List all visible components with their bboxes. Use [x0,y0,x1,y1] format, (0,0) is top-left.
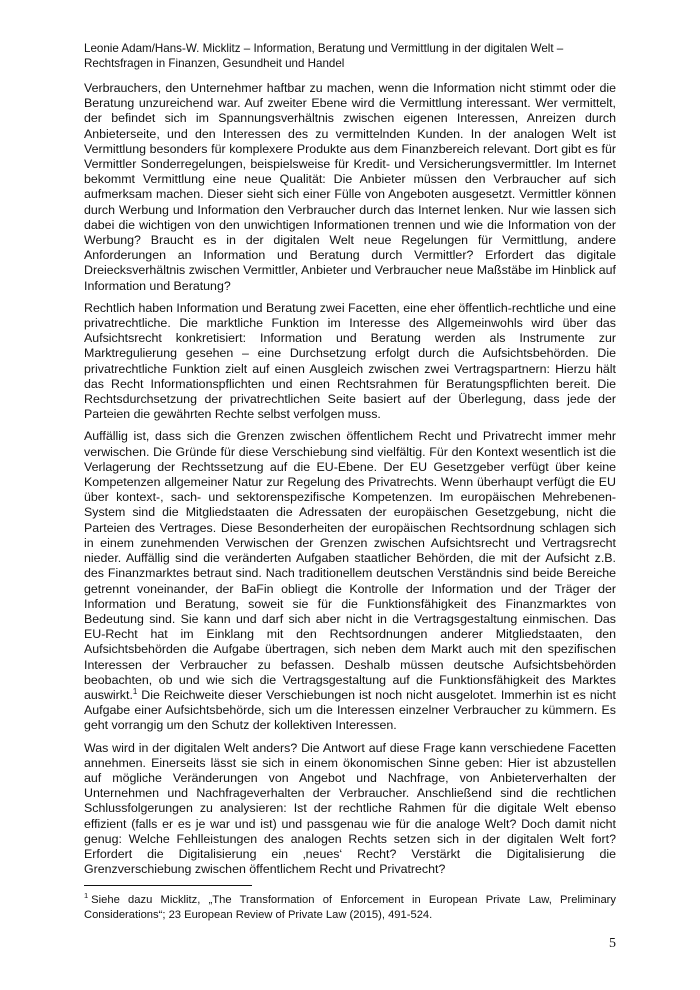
paragraph-3-text-a: Auffällig ist, dass sich die Grenzen zwischen öffentlichem Recht und Privatrecht immer mehr verwischen. Die Gründe für diese Verschiebung sind vielfältig. Für den Kontext wesentlich ist die Verlagerung der Rechtssetzung auf die EU-Ebene. Der EU Gesetzgeber verfügt über keine Kompetenzen allgemeiner Natur zur Regelung des Privatrechts. Wenn überhaupt verfügt die EU über kontext-, sach- und sektorenspezifische Kompetenzen. Im europäischen Mehrebenen-System sind die Mitgliedstaaten die Adressaten der europäischen Gesetzgebung, nicht die Parteien des Vertrages. Diese Besonderheiten der europäischen Rechtsordnung schlagen sich in einem zunehmenden Verwischen der Grenzen zwischen Aufsichtsrecht und Vertragsrecht nieder. Auffällig sind die veränderten Aufgaben staatlicher Behörden, die mit der Aufsicht z.B. des Finanzmarktes betraut sind. Nach traditionellem deutschen Verständnis sind beide Bereiche getrennt voneinander, der BaFin obliegt die Kontrolle der Information und der Träger der Information und Beratung, soweit sie für die Funktionsfähigkeit des Finanzmarktes von Bedeutung sind. Sie kann und darf sich aber nicht in die Vertragsgestaltung einmischen. Das EU-Recht hat im Einklang mit den Rechtsordnungen anderer Mitgliedstaaten, den Aufsichtsbehörden die Aufgabe übertragen, sich neben dem Markt auch mit den spezifischen Interessen der Verbraucher zu befassen. Deshalb müssen deutsche Aufsichtsbehörden beobachten, ob und wie sich die Vertragsgestaltung auf die Funktionsfähigkeit des Marktes auswirkt. [84,429,616,702]
footnote [84,893,616,922]
paragraph-3 [84,429,616,733]
footnote-divider [84,885,252,886]
paragraph-2: Rechtlich haben Information und Beratung zwei Facetten, eine eher öffentlich-rechtliche und eine privatrechtliche. Die marktliche Funktion im Interesse des Allgemeinwohls wird über das Aufsichtsrecht konkretisiert: Information und Beratung werden als Instrumente zur Marktregulierung gesehen – eine Durchsetzung erfolgt durch die Aufsichtsbehörden. Die privatrechtliche Funktion zielt auf einen Ausgleich zwischen zwei Vertragspartnern: Hierzu hält das Recht Informationspflichten und einen Rechtsrahmen für Beratungspflichten bereit. Die Rechtsdurchsetzung der privatrechtlichen Seite basiert auf der Überlegung, dass jede der Parteien die gewährten Rechte selbst verfolgen muss. [84,300,616,422]
footnote-reference[interactable]: 1 [132,686,138,696]
paragraph-1: Verbrauchers, den Unternehmer haftbar zu machen, wenn die Information nicht stimmt oder die Beratung unzureichend war. Auf zweiter Ebene wird die Vermittlung interessant. Wer vermittelt, der befindet sich im Spannungsverhältnis zwischen eigenen Interessen, Anreizen durch Anbieterseite, und den Interessen des zu vermittelnden Kunden. In der analogen Welt ist Vermittlung besonders für komplexere Produkte aus dem Finanzbereich relevant. Dort gibt es für Vermittler Sonderregelungen, beispielsweise für Kredit- und Versicherungsvermittler. Im Internet bekommt Vermittlung eine neue Qualität: Die Anbieter müssen den Verbraucher auf sich aufmerksam machen. Dieser sieht sich einer Fülle von Angeboten ausgesetzt. Vermittler können durch Werbung und Information den Verbraucher durch das Internet lenken. Nur wie lassen sich dabei die wichtigen von den unwichtigen Informationen trennen und wie die Information von der Werbung? Braucht es in der digitalen Welt neue Regelungen für Vermittlung, andere Anforderungen an Information und Beratung durch Vermittler? Erfordert das digitale Dreiecksverhältnis zwischen Vermittler, Anbieter und Verbraucher neue Maßstäbe im Hinblick auf Information und Beratung? [84,81,616,293]
footnote-mark: 1 [84,891,89,901]
paragraph-3-text-b: Die Reichweite dieser Verschiebungen ist noch nicht ausgelotet. Immerhin ist es nicht Aufgabe einer Aufsichtsbehörde, sich um die Interessen einzelner Verbraucher zu kümmern. Es geht vorrangig um den Schutz der kollektiven Interessen. [84,687,616,733]
body-text [84,81,616,884]
running-header: Leonie Adam/Hans-W. Micklitz – Information, Beratung und Vermittlung in der digitalen Welt – Rechtsfragen in Finanzen, Gesundheit und Handel [84,42,564,70]
footnote-text: Siehe dazu Micklitz, „The Transformation of Enforcement in European Private Law, Preliminary Considerations“; 23 European Review of Private Law (2015), 491-524. [84,894,616,921]
page-number: 5 [609,936,616,951]
paragraph-4: Was wird in der digitalen Welt anders? Die Antwort auf diese Frage kann verschiedene Facetten annehmen. Einerseits lässt sie sich in einem ökonomischen Sinne geben: Hier ist abzustellen auf mögliche Veränderungen von Angebot und Nachfrage, von Anbieterverhalten der Unternehmen und Nachfrageverhalten der Verbraucher. Anschließend sind die rechtlichen Schlussfolgerungen zu analysieren: Ist der rechtliche Rahmen für die digitale Welt ebenso effizient (falls er es je war und ist) und passgenau wie für die analoge Welt? Doch damit nicht genug: Welche Fehlleistungen des analogen Rechts setzen sich in der digitalen Welt fort? Erfordert die Digitalisierung ein ‚neues‘ Recht? Verstärkt die Digitalisierung die Grenzverschiebung zwischen öffentlichem Recht und Privatrecht? [84,740,616,877]
